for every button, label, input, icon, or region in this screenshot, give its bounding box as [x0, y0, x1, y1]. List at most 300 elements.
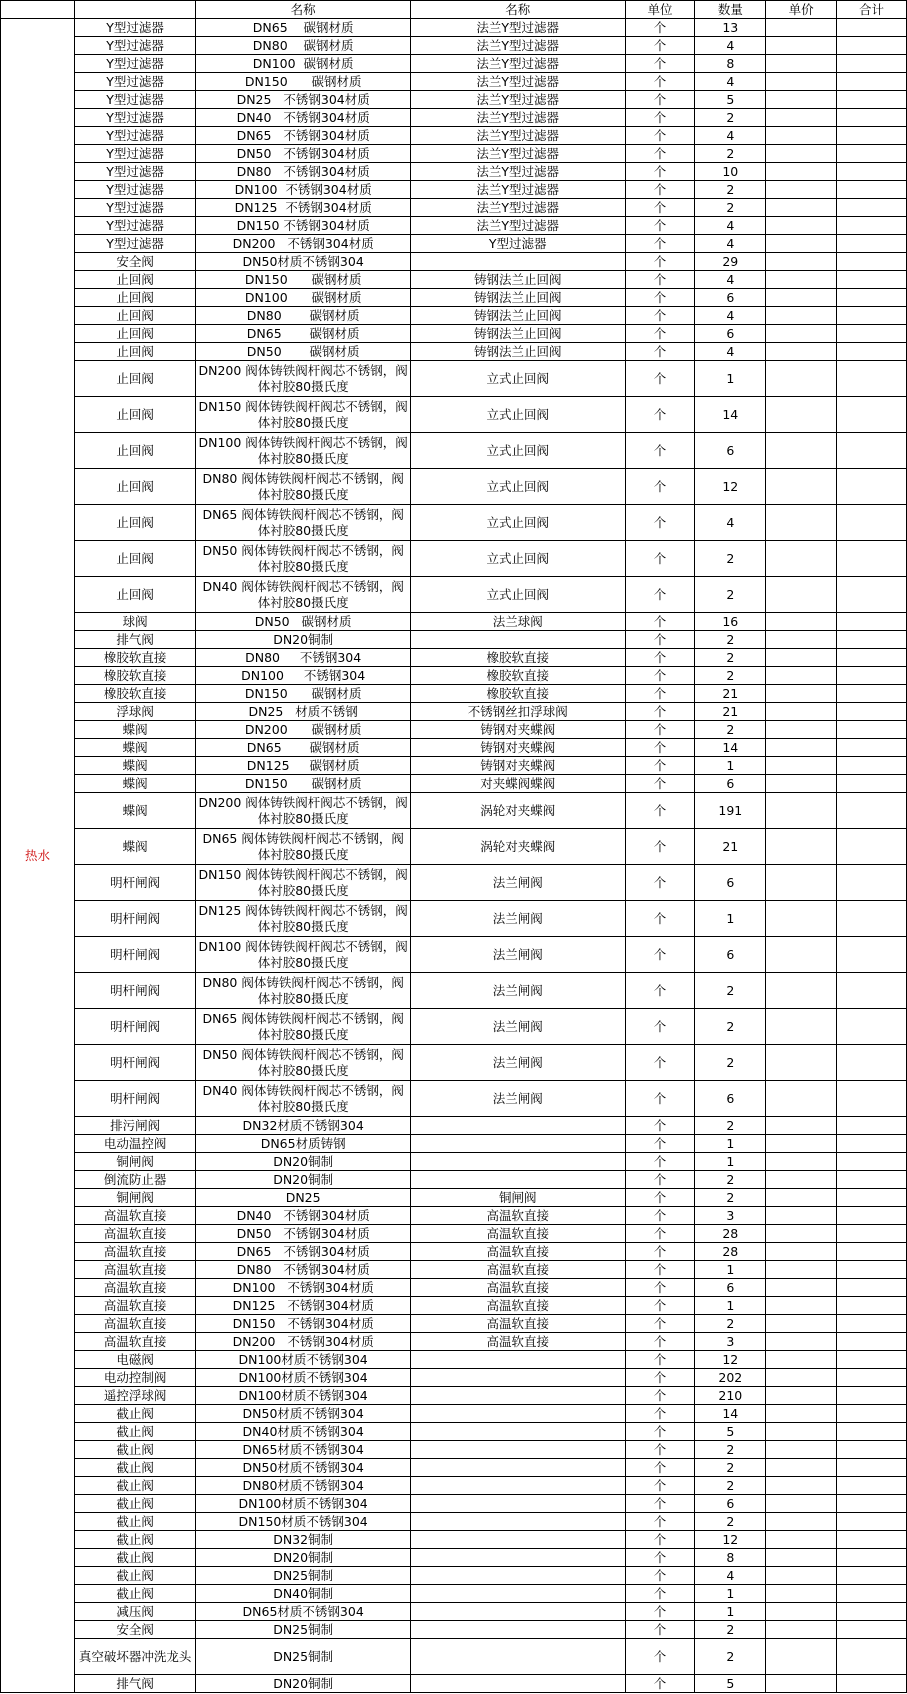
quantity-cell[interactable]: 4 — [695, 217, 766, 235]
item-desc-cell[interactable]: 法兰闸阀 — [410, 1045, 625, 1081]
quantity-cell[interactable]: 1 — [695, 757, 766, 775]
item-desc-cell[interactable] — [410, 1675, 625, 1693]
item-desc-cell[interactable] — [410, 1531, 625, 1549]
quantity-cell[interactable]: 210 — [695, 1387, 766, 1405]
item-spec-cell[interactable]: DN200 不锈钢304材质 — [196, 235, 411, 253]
quantity-cell[interactable]: 2 — [695, 1045, 766, 1081]
total-cell[interactable] — [837, 253, 907, 271]
item-spec-cell[interactable]: DN50材质不锈钢304 — [196, 253, 411, 271]
unit-price-cell[interactable] — [766, 1351, 837, 1369]
unit-cell[interactable]: 个 — [625, 631, 695, 649]
quantity-cell[interactable]: 6 — [695, 1495, 766, 1513]
item-spec-cell[interactable]: DN200 阀体铸铁阀杆阀芯不锈钢，阀体衬胶80摄氏度 — [196, 793, 411, 829]
quantity-cell[interactable]: 6 — [695, 433, 766, 469]
quantity-cell[interactable]: 2 — [695, 1513, 766, 1531]
total-cell[interactable] — [837, 1675, 907, 1693]
quantity-cell[interactable]: 12 — [695, 1531, 766, 1549]
total-cell[interactable] — [837, 757, 907, 775]
item-spec-cell[interactable]: DN65 碳钢材质 — [196, 19, 411, 37]
item-spec-cell[interactable]: DN150 碳钢材质 — [196, 271, 411, 289]
unit-price-cell[interactable] — [766, 1279, 837, 1297]
unit-price-cell[interactable] — [766, 901, 837, 937]
quantity-cell[interactable]: 13 — [695, 19, 766, 37]
total-cell[interactable] — [837, 1117, 907, 1135]
quantity-cell[interactable]: 12 — [695, 469, 766, 505]
unit-cell[interactable]: 个 — [625, 1387, 695, 1405]
quantity-cell[interactable]: 4 — [695, 1567, 766, 1585]
item-desc-cell[interactable] — [410, 1513, 625, 1531]
quantity-cell[interactable]: 8 — [695, 1549, 766, 1567]
item-spec-cell[interactable]: DN20铜制 — [196, 1675, 411, 1693]
unit-price-cell[interactable] — [766, 1639, 837, 1675]
total-cell[interactable] — [837, 1171, 907, 1189]
quantity-cell[interactable]: 1 — [695, 1585, 766, 1603]
unit-cell[interactable]: 个 — [625, 1639, 695, 1675]
item-desc-cell[interactable] — [410, 1621, 625, 1639]
item-desc-cell[interactable]: 铸钢对夹蝶阀 — [410, 739, 625, 757]
total-cell[interactable] — [837, 721, 907, 739]
unit-price-cell[interactable] — [766, 235, 837, 253]
item-spec-cell[interactable]: DN20铜制 — [196, 1549, 411, 1567]
quantity-cell[interactable]: 2 — [695, 973, 766, 1009]
item-desc-cell[interactable] — [410, 1495, 625, 1513]
item-spec-cell[interactable]: DN100 不锈钢304材质 — [196, 1279, 411, 1297]
item-type-cell[interactable]: 截止阀 — [74, 1585, 195, 1603]
item-type-cell[interactable]: 蝶阀 — [74, 829, 195, 865]
item-type-cell[interactable]: Y型过滤器 — [74, 55, 195, 73]
item-desc-cell[interactable]: 法兰Y型过滤器 — [410, 163, 625, 181]
item-type-cell[interactable]: Y型过滤器 — [74, 181, 195, 199]
unit-cell[interactable]: 个 — [625, 829, 695, 865]
unit-cell[interactable]: 个 — [625, 433, 695, 469]
quantity-cell[interactable]: 2 — [695, 1171, 766, 1189]
quantity-cell[interactable]: 1 — [695, 361, 766, 397]
item-desc-cell[interactable]: 高温软直接 — [410, 1225, 625, 1243]
unit-cell[interactable]: 个 — [625, 397, 695, 433]
total-cell[interactable] — [837, 343, 907, 361]
item-type-cell[interactable]: 明杆闸阀 — [74, 1009, 195, 1045]
quantity-cell[interactable]: 2 — [695, 199, 766, 217]
total-cell[interactable] — [837, 1279, 907, 1297]
unit-cell[interactable]: 个 — [625, 757, 695, 775]
unit-price-cell[interactable] — [766, 631, 837, 649]
total-cell[interactable] — [837, 703, 907, 721]
quantity-cell[interactable]: 2 — [695, 1459, 766, 1477]
item-spec-cell[interactable]: DN65材质不锈钢304 — [196, 1603, 411, 1621]
item-desc-cell[interactable]: 法兰Y型过滤器 — [410, 91, 625, 109]
item-spec-cell[interactable]: DN80 不锈钢304材质 — [196, 163, 411, 181]
unit-cell[interactable]: 个 — [625, 1495, 695, 1513]
item-spec-cell[interactable]: DN100 阀体铸铁阀杆阀芯不锈钢，阀体衬胶80摄氏度 — [196, 433, 411, 469]
unit-price-cell[interactable] — [766, 1513, 837, 1531]
unit-cell[interactable]: 个 — [625, 1081, 695, 1117]
unit-cell[interactable]: 个 — [625, 1459, 695, 1477]
quantity-cell[interactable]: 21 — [695, 703, 766, 721]
unit-cell[interactable]: 个 — [625, 469, 695, 505]
unit-cell[interactable]: 个 — [625, 361, 695, 397]
item-desc-cell[interactable]: 橡胶软直接 — [410, 649, 625, 667]
unit-price-cell[interactable] — [766, 397, 837, 433]
unit-cell[interactable]: 个 — [625, 1405, 695, 1423]
item-desc-cell[interactable]: 橡胶软直接 — [410, 667, 625, 685]
total-cell[interactable] — [837, 541, 907, 577]
item-desc-cell[interactable]: 法兰Y型过滤器 — [410, 55, 625, 73]
unit-price-cell[interactable] — [766, 145, 837, 163]
item-desc-cell[interactable] — [410, 1135, 625, 1153]
item-spec-cell[interactable]: DN80 阀体铸铁阀杆阀芯不锈钢，阀体衬胶80摄氏度 — [196, 973, 411, 1009]
item-desc-cell[interactable]: 对夹蝶阀蝶阀 — [410, 775, 625, 793]
unit-price-cell[interactable] — [766, 109, 837, 127]
unit-cell[interactable]: 个 — [625, 19, 695, 37]
unit-cell[interactable]: 个 — [625, 739, 695, 757]
unit-cell[interactable]: 个 — [625, 613, 695, 631]
item-spec-cell[interactable]: DN80材质不锈钢304 — [196, 1477, 411, 1495]
total-cell[interactable] — [837, 649, 907, 667]
item-type-cell[interactable]: 止回阀 — [74, 577, 195, 613]
item-desc-cell[interactable]: 涡轮对夹蝶阀 — [410, 829, 625, 865]
quantity-cell[interactable]: 2 — [695, 181, 766, 199]
unit-price-cell[interactable] — [766, 1585, 837, 1603]
unit-cell[interactable]: 个 — [625, 55, 695, 73]
item-desc-cell[interactable]: 法兰Y型过滤器 — [410, 19, 625, 37]
item-type-cell[interactable]: 排气阀 — [74, 631, 195, 649]
quantity-cell[interactable]: 6 — [695, 865, 766, 901]
item-type-cell[interactable]: 明杆闸阀 — [74, 1081, 195, 1117]
item-desc-cell[interactable]: 涡轮对夹蝶阀 — [410, 793, 625, 829]
item-desc-cell[interactable]: 法兰闸阀 — [410, 937, 625, 973]
item-spec-cell[interactable]: DN32铜制 — [196, 1531, 411, 1549]
unit-price-cell[interactable] — [766, 1081, 837, 1117]
unit-cell[interactable]: 个 — [625, 1117, 695, 1135]
item-spec-cell[interactable]: DN125 阀体铸铁阀杆阀芯不锈钢，阀体衬胶80摄氏度 — [196, 901, 411, 937]
quantity-cell[interactable]: 4 — [695, 73, 766, 91]
unit-price-cell[interactable] — [766, 505, 837, 541]
item-type-cell[interactable]: 截止阀 — [74, 1459, 195, 1477]
total-cell[interactable] — [837, 1477, 907, 1495]
item-spec-cell[interactable]: DN100 碳钢材质 — [196, 55, 411, 73]
item-desc-cell[interactable]: 法兰Y型过滤器 — [410, 199, 625, 217]
unit-price-cell[interactable] — [766, 1531, 837, 1549]
unit-cell[interactable]: 个 — [625, 253, 695, 271]
item-desc-cell[interactable] — [410, 1477, 625, 1495]
item-type-cell[interactable]: 止回阀 — [74, 289, 195, 307]
item-type-cell[interactable]: 倒流防止器 — [74, 1171, 195, 1189]
item-type-cell[interactable]: 铜闸阀 — [74, 1189, 195, 1207]
total-cell[interactable] — [837, 1405, 907, 1423]
header-cell-name1[interactable]: 名称 — [196, 1, 411, 19]
total-cell[interactable] — [837, 613, 907, 631]
unit-cell[interactable]: 个 — [625, 73, 695, 91]
item-type-cell[interactable]: Y型过滤器 — [74, 163, 195, 181]
quantity-cell[interactable]: 3 — [695, 1207, 766, 1225]
item-desc-cell[interactable]: 铸钢对夹蝶阀 — [410, 721, 625, 739]
unit-cell[interactable]: 个 — [625, 127, 695, 145]
quantity-cell[interactable]: 202 — [695, 1369, 766, 1387]
unit-price-cell[interactable] — [766, 1441, 837, 1459]
total-cell[interactable] — [837, 667, 907, 685]
item-spec-cell[interactable]: DN80 碳钢材质 — [196, 37, 411, 55]
header-cell-qty[interactable]: 数量 — [695, 1, 766, 19]
quantity-cell[interactable]: 2 — [695, 109, 766, 127]
item-type-cell[interactable]: 真空破坏器冲洗龙头 — [74, 1639, 195, 1675]
quantity-cell[interactable]: 2 — [695, 1189, 766, 1207]
unit-cell[interactable]: 个 — [625, 1567, 695, 1585]
item-type-cell[interactable]: 明杆闸阀 — [74, 865, 195, 901]
item-desc-cell[interactable] — [410, 1423, 625, 1441]
total-cell[interactable] — [837, 937, 907, 973]
unit-price-cell[interactable] — [766, 1117, 837, 1135]
total-cell[interactable] — [837, 1081, 907, 1117]
item-type-cell[interactable]: 止回阀 — [74, 397, 195, 433]
unit-cell[interactable]: 个 — [625, 793, 695, 829]
unit-price-cell[interactable] — [766, 793, 837, 829]
item-spec-cell[interactable]: DN50 阀体铸铁阀杆阀芯不锈钢，阀体衬胶80摄氏度 — [196, 541, 411, 577]
item-spec-cell[interactable]: DN200 碳钢材质 — [196, 721, 411, 739]
unit-cell[interactable]: 个 — [625, 1351, 695, 1369]
total-cell[interactable] — [837, 505, 907, 541]
unit-price-cell[interactable] — [766, 721, 837, 739]
quantity-cell[interactable]: 4 — [695, 127, 766, 145]
total-cell[interactable] — [837, 127, 907, 145]
total-cell[interactable] — [837, 973, 907, 1009]
item-type-cell[interactable]: 蝶阀 — [74, 739, 195, 757]
item-desc-cell[interactable] — [410, 1405, 625, 1423]
unit-price-cell[interactable] — [766, 1333, 837, 1351]
total-cell[interactable] — [837, 91, 907, 109]
item-type-cell[interactable]: 截止阀 — [74, 1423, 195, 1441]
item-spec-cell[interactable]: DN200 不锈钢304材质 — [196, 1333, 411, 1351]
item-spec-cell[interactable]: DN100材质不锈钢304 — [196, 1387, 411, 1405]
quantity-cell[interactable]: 4 — [695, 271, 766, 289]
item-desc-cell[interactable] — [410, 1351, 625, 1369]
item-spec-cell[interactable]: DN50 不锈钢304材质 — [196, 145, 411, 163]
total-cell[interactable] — [837, 1135, 907, 1153]
item-desc-cell[interactable]: 铸钢法兰止回阀 — [410, 289, 625, 307]
unit-cell[interactable]: 个 — [625, 163, 695, 181]
item-type-cell[interactable]: 电磁阀 — [74, 1351, 195, 1369]
total-cell[interactable] — [837, 577, 907, 613]
unit-price-cell[interactable] — [766, 973, 837, 1009]
item-type-cell[interactable]: 明杆闸阀 — [74, 937, 195, 973]
unit-cell[interactable]: 个 — [625, 307, 695, 325]
unit-price-cell[interactable] — [766, 1135, 837, 1153]
item-spec-cell[interactable]: DN65材质铸钢 — [196, 1135, 411, 1153]
item-type-cell[interactable]: 高温软直接 — [74, 1315, 195, 1333]
item-spec-cell[interactable]: DN40 不锈钢304材质 — [196, 109, 411, 127]
item-desc-cell[interactable]: 法兰Y型过滤器 — [410, 37, 625, 55]
unit-price-cell[interactable] — [766, 55, 837, 73]
unit-cell[interactable]: 个 — [625, 541, 695, 577]
quantity-cell[interactable]: 2 — [695, 145, 766, 163]
unit-cell[interactable]: 个 — [625, 937, 695, 973]
unit-price-cell[interactable] — [766, 1261, 837, 1279]
unit-cell[interactable]: 个 — [625, 217, 695, 235]
total-cell[interactable] — [837, 307, 907, 325]
total-cell[interactable] — [837, 1333, 907, 1351]
item-desc-cell[interactable]: 高温软直接 — [410, 1333, 625, 1351]
unit-price-cell[interactable] — [766, 1405, 837, 1423]
unit-price-cell[interactable] — [766, 1189, 837, 1207]
item-type-cell[interactable]: 高温软直接 — [74, 1261, 195, 1279]
item-spec-cell[interactable]: DN200 阀体铸铁阀杆阀芯不锈钢，阀体衬胶80摄氏度 — [196, 361, 411, 397]
item-desc-cell[interactable]: 法兰Y型过滤器 — [410, 127, 625, 145]
quantity-cell[interactable]: 191 — [695, 793, 766, 829]
header-cell-price[interactable]: 单价 — [766, 1, 837, 19]
unit-price-cell[interactable] — [766, 739, 837, 757]
total-cell[interactable] — [837, 1243, 907, 1261]
unit-price-cell[interactable] — [766, 1567, 837, 1585]
item-type-cell[interactable]: 球阀 — [74, 613, 195, 631]
quantity-cell[interactable]: 4 — [695, 307, 766, 325]
item-spec-cell[interactable]: DN25 — [196, 1189, 411, 1207]
item-type-cell[interactable]: 止回阀 — [74, 361, 195, 397]
unit-price-cell[interactable] — [766, 1153, 837, 1171]
unit-cell[interactable]: 个 — [625, 1675, 695, 1693]
unit-price-cell[interactable] — [766, 433, 837, 469]
unit-price-cell[interactable] — [766, 289, 837, 307]
item-desc-cell[interactable] — [410, 1459, 625, 1477]
item-type-cell[interactable]: 铜闸阀 — [74, 1153, 195, 1171]
quantity-cell[interactable]: 6 — [695, 289, 766, 307]
unit-cell[interactable]: 个 — [625, 1423, 695, 1441]
item-desc-cell[interactable]: 高温软直接 — [410, 1297, 625, 1315]
header-cell-b[interactable] — [74, 1, 195, 19]
unit-price-cell[interactable] — [766, 613, 837, 631]
item-spec-cell[interactable]: DN25铜制 — [196, 1567, 411, 1585]
total-cell[interactable] — [837, 1567, 907, 1585]
unit-price-cell[interactable] — [766, 163, 837, 181]
total-cell[interactable] — [837, 1621, 907, 1639]
item-type-cell[interactable]: 止回阀 — [74, 271, 195, 289]
item-desc-cell[interactable] — [410, 1567, 625, 1585]
total-cell[interactable] — [837, 1315, 907, 1333]
item-type-cell[interactable]: 止回阀 — [74, 307, 195, 325]
unit-price-cell[interactable] — [766, 1225, 837, 1243]
total-cell[interactable] — [837, 1531, 907, 1549]
item-desc-cell[interactable]: 高温软直接 — [410, 1207, 625, 1225]
total-cell[interactable] — [837, 397, 907, 433]
unit-cell[interactable]: 个 — [625, 325, 695, 343]
item-desc-cell[interactable]: 法兰闸阀 — [410, 973, 625, 1009]
total-cell[interactable] — [837, 361, 907, 397]
unit-price-cell[interactable] — [766, 1387, 837, 1405]
item-type-cell[interactable]: 高温软直接 — [74, 1279, 195, 1297]
item-desc-cell[interactable]: 铸钢法兰止回阀 — [410, 343, 625, 361]
total-cell[interactable] — [837, 433, 907, 469]
total-cell[interactable] — [837, 775, 907, 793]
unit-cell[interactable]: 个 — [625, 235, 695, 253]
item-desc-cell[interactable] — [410, 1639, 625, 1675]
item-type-cell[interactable]: 止回阀 — [74, 469, 195, 505]
item-spec-cell[interactable]: DN100 碳钢材质 — [196, 289, 411, 307]
item-spec-cell[interactable]: DN125 不锈钢304材质 — [196, 1297, 411, 1315]
item-type-cell[interactable]: 止回阀 — [74, 343, 195, 361]
total-cell[interactable] — [837, 1459, 907, 1477]
unit-cell[interactable]: 个 — [625, 1261, 695, 1279]
item-desc-cell[interactable]: 法兰闸阀 — [410, 865, 625, 901]
quantity-cell[interactable]: 21 — [695, 685, 766, 703]
total-cell[interactable] — [837, 1639, 907, 1675]
item-desc-cell[interactable] — [410, 1387, 625, 1405]
quantity-cell[interactable]: 1 — [695, 1261, 766, 1279]
item-spec-cell[interactable]: DN40 阀体铸铁阀杆阀芯不锈钢，阀体衬胶80摄氏度 — [196, 1081, 411, 1117]
unit-cell[interactable]: 个 — [625, 865, 695, 901]
quantity-cell[interactable]: 4 — [695, 505, 766, 541]
item-type-cell[interactable]: Y型过滤器 — [74, 91, 195, 109]
unit-cell[interactable]: 个 — [625, 1603, 695, 1621]
unit-cell[interactable]: 个 — [625, 703, 695, 721]
quantity-cell[interactable]: 4 — [695, 343, 766, 361]
quantity-cell[interactable]: 2 — [695, 667, 766, 685]
item-desc-cell[interactable] — [410, 1603, 625, 1621]
item-desc-cell[interactable] — [410, 1171, 625, 1189]
quantity-cell[interactable]: 10 — [695, 163, 766, 181]
unit-cell[interactable]: 个 — [625, 1333, 695, 1351]
unit-price-cell[interactable] — [766, 1045, 837, 1081]
item-spec-cell[interactable]: DN65 碳钢材质 — [196, 739, 411, 757]
unit-price-cell[interactable] — [766, 649, 837, 667]
unit-cell[interactable]: 个 — [625, 1621, 695, 1639]
quantity-cell[interactable]: 2 — [695, 649, 766, 667]
quantity-cell[interactable]: 2 — [695, 631, 766, 649]
unit-cell[interactable]: 个 — [625, 1045, 695, 1081]
unit-cell[interactable]: 个 — [625, 199, 695, 217]
unit-cell[interactable]: 个 — [625, 685, 695, 703]
unit-price-cell[interactable] — [766, 181, 837, 199]
item-type-cell[interactable]: Y型过滤器 — [74, 235, 195, 253]
unit-price-cell[interactable] — [766, 937, 837, 973]
unit-price-cell[interactable] — [766, 757, 837, 775]
item-spec-cell[interactable]: DN65 阀体铸铁阀杆阀芯不锈钢，阀体衬胶80摄氏度 — [196, 505, 411, 541]
quantity-cell[interactable]: 8 — [695, 55, 766, 73]
item-type-cell[interactable]: 截止阀 — [74, 1477, 195, 1495]
total-cell[interactable] — [837, 235, 907, 253]
quantity-cell[interactable]: 2 — [695, 721, 766, 739]
total-cell[interactable] — [837, 901, 907, 937]
unit-price-cell[interactable] — [766, 307, 837, 325]
item-spec-cell[interactable]: DN150 不锈钢304材质 — [196, 1315, 411, 1333]
item-spec-cell[interactable]: DN25铜制 — [196, 1639, 411, 1675]
unit-cell[interactable]: 个 — [625, 1009, 695, 1045]
quantity-cell[interactable]: 2 — [695, 1009, 766, 1045]
quantity-cell[interactable]: 5 — [695, 91, 766, 109]
item-desc-cell[interactable]: 铸钢法兰止回阀 — [410, 325, 625, 343]
quantity-cell[interactable]: 2 — [695, 1477, 766, 1495]
header-cell-total[interactable]: 合计 — [837, 1, 907, 19]
item-desc-cell[interactable]: 法兰Y型过滤器 — [410, 181, 625, 199]
unit-cell[interactable]: 个 — [625, 1585, 695, 1603]
quantity-cell[interactable]: 2 — [695, 541, 766, 577]
unit-cell[interactable]: 个 — [625, 1279, 695, 1297]
quantity-cell[interactable]: 2 — [695, 1639, 766, 1675]
total-cell[interactable] — [837, 199, 907, 217]
item-desc-cell[interactable]: 立式止回阀 — [410, 577, 625, 613]
unit-cell[interactable]: 个 — [625, 91, 695, 109]
item-desc-cell[interactable] — [410, 1117, 625, 1135]
unit-cell[interactable]: 个 — [625, 775, 695, 793]
quantity-cell[interactable]: 12 — [695, 1351, 766, 1369]
unit-price-cell[interactable] — [766, 775, 837, 793]
item-type-cell[interactable]: 高温软直接 — [74, 1243, 195, 1261]
item-type-cell[interactable]: 截止阀 — [74, 1549, 195, 1567]
item-type-cell[interactable]: 截止阀 — [74, 1567, 195, 1585]
unit-cell[interactable]: 个 — [625, 1297, 695, 1315]
quantity-cell[interactable]: 4 — [695, 235, 766, 253]
unit-cell[interactable]: 个 — [625, 1369, 695, 1387]
unit-price-cell[interactable] — [766, 1621, 837, 1639]
item-spec-cell[interactable]: DN50 碳钢材质 — [196, 613, 411, 631]
item-desc-cell[interactable] — [410, 1369, 625, 1387]
